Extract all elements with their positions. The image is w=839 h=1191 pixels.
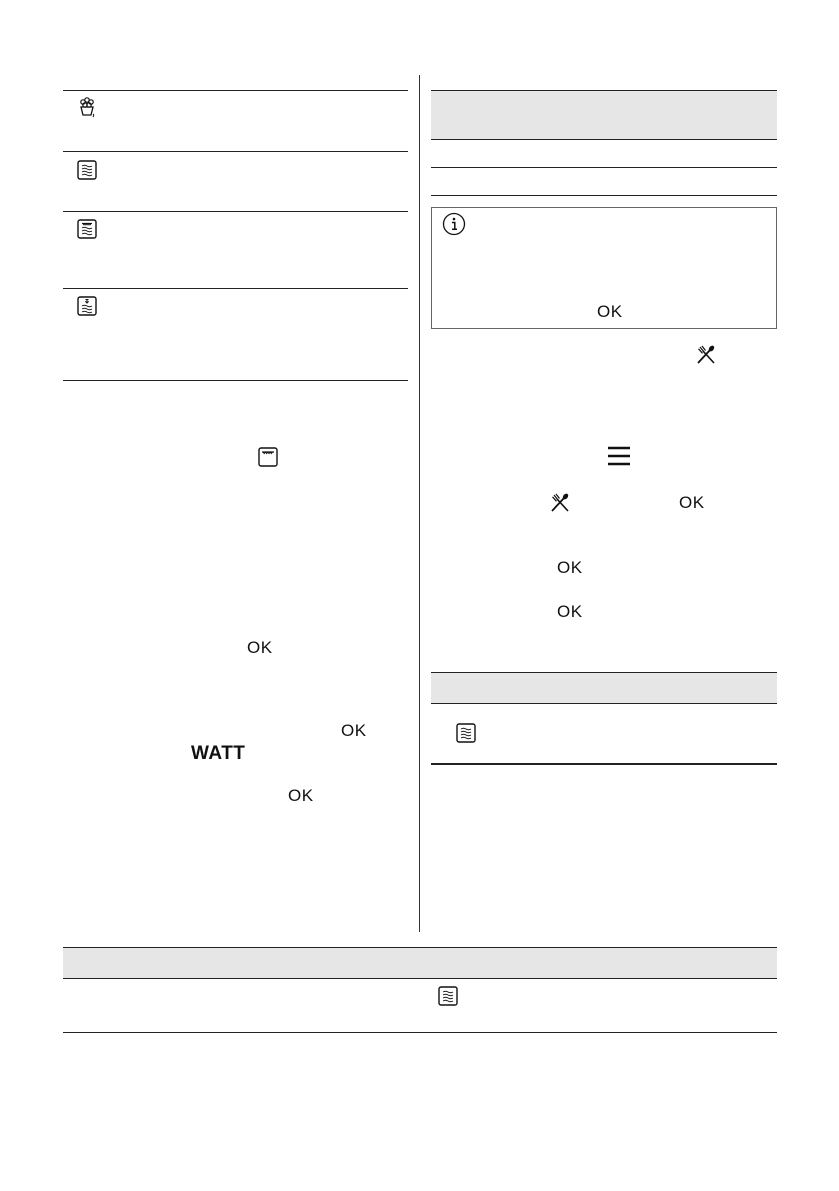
ok-button-label: OK: [341, 721, 367, 740]
watt-label: WATT: [191, 743, 246, 764]
cutlery-icon: [695, 344, 717, 366]
left-table-top-rule: [63, 90, 408, 91]
microwave-waves-icon: [77, 160, 97, 180]
right-lower-table-bottom-rule: [431, 763, 777, 765]
cutlery-icon: [549, 492, 571, 514]
bottom-table-bottom-rule: [63, 1032, 777, 1033]
bottom-table-header: [63, 948, 777, 978]
right-lower-table-header-rule: [431, 703, 777, 704]
right-table-header: [431, 91, 777, 139]
grill-microwave-icon: [77, 219, 97, 239]
oven-top-heat-icon: [258, 447, 278, 467]
right-table-rule-1: [431, 167, 777, 168]
bottom-table-header-rule: [63, 978, 777, 979]
defrost-microwave-icon: [77, 296, 97, 316]
right-lower-table-header: [431, 673, 777, 703]
ok-button-label: OK: [557, 558, 583, 577]
left-table-rule-1: [63, 151, 408, 152]
left-table-bottom-rule: [63, 380, 408, 381]
menu-icon: [607, 446, 631, 466]
ok-button-label: OK: [247, 638, 273, 657]
ok-button-label: OK: [557, 602, 583, 621]
column-divider: [419, 75, 420, 932]
microwave-waves-icon: [456, 723, 476, 743]
right-table-bottom-rule: [431, 195, 777, 196]
ok-button-label: OK: [679, 493, 705, 512]
info-icon: [442, 212, 466, 236]
thawing-icon: [77, 96, 97, 118]
ok-button-label: OK: [597, 302, 623, 321]
left-table-rule-2: [63, 211, 408, 212]
right-table-header-rule: [431, 139, 777, 140]
microwave-waves-icon: [438, 986, 458, 1006]
left-table-rule-3: [63, 288, 408, 289]
ok-button-label: OK: [288, 786, 314, 805]
